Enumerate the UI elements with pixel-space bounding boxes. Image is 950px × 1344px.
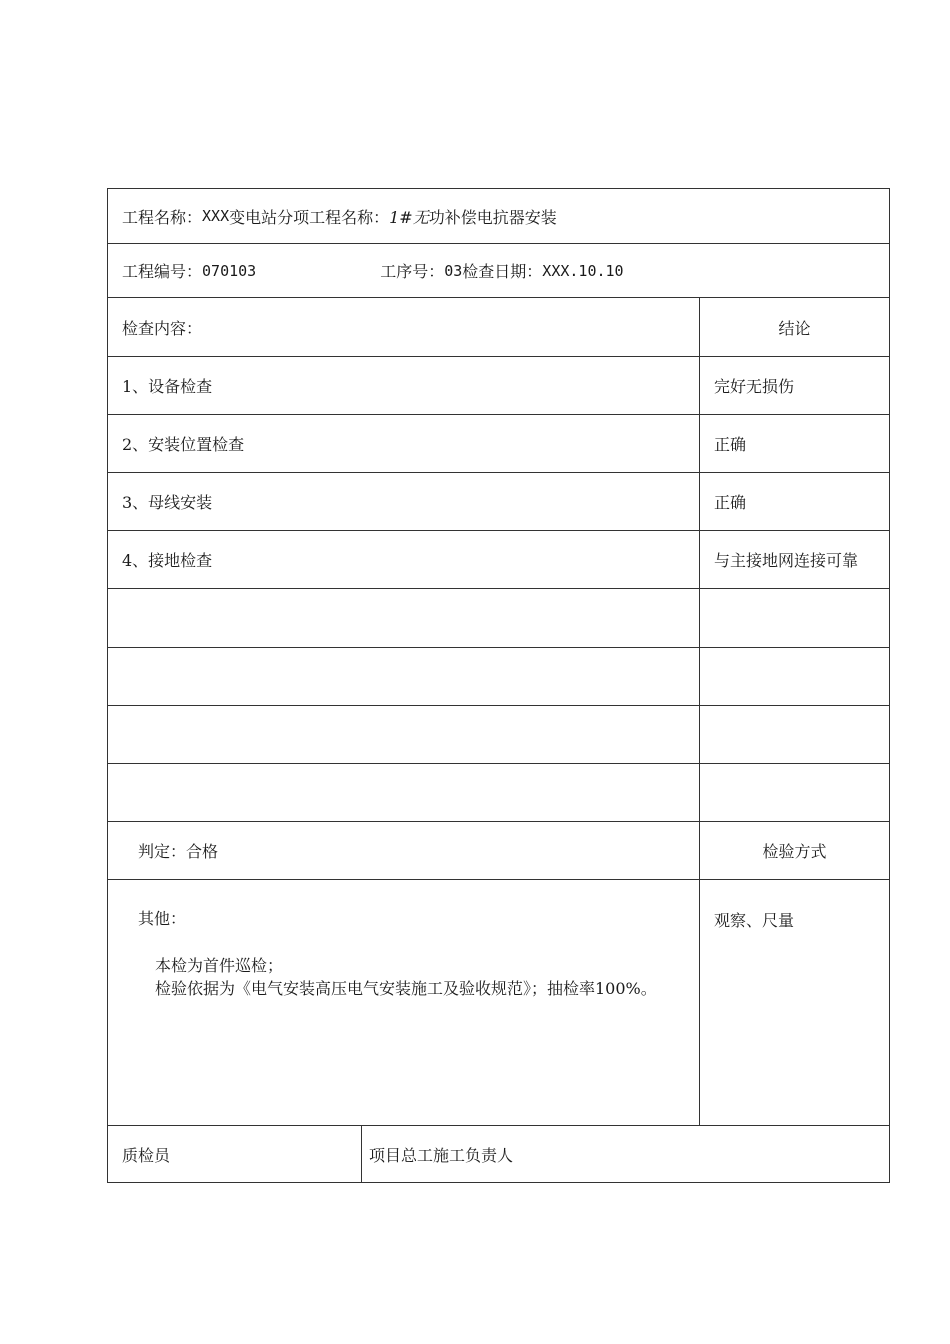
note-line: 本检为首件巡检； [155, 956, 284, 975]
check-item: 1、设备检查 [108, 357, 700, 414]
project-name-row [108, 189, 889, 244]
judgement-row [108, 822, 889, 880]
check-item: 4、接地检查 [108, 531, 700, 588]
other-row [108, 880, 889, 1126]
subitem-name: 功补偿电抗器安装 [428, 207, 557, 227]
project-name-cell [108, 189, 889, 243]
date-value: XXX.10.10 [542, 261, 624, 280]
table-row [108, 473, 889, 531]
table-row [108, 357, 889, 415]
empty-cell [108, 706, 700, 763]
empty-cell [700, 706, 889, 763]
empty-cell [108, 764, 700, 821]
method-header: 检验方式 [762, 842, 827, 861]
empty-row [108, 648, 889, 706]
inspector-label: 质检员 [108, 1126, 362, 1182]
check-result: 与主接地网连接可靠 [714, 551, 859, 570]
signature-row [108, 1126, 889, 1182]
empty-row [108, 706, 889, 764]
project-number-row [108, 244, 889, 298]
other-cell [108, 880, 700, 1125]
project-number-cell [108, 244, 889, 297]
method-value: 观察、尺量 [714, 911, 795, 930]
table-row [108, 415, 889, 473]
empty-cell [108, 589, 700, 647]
check-result: 正确 [714, 435, 747, 454]
empty-cell [700, 589, 889, 647]
content-header: 检查内容： [108, 298, 700, 356]
empty-row [108, 764, 889, 822]
result-header: 结论 [778, 318, 811, 338]
process-value: 03 [444, 261, 463, 280]
empty-row [108, 589, 889, 648]
chief-label: 项目总工施工负责人 [369, 1145, 514, 1165]
subitem-prefix: 1#无 [389, 207, 429, 227]
date-label: 检查日期： [462, 262, 543, 281]
empty-cell [700, 764, 889, 821]
judgement-label: 判定：合格 [108, 822, 700, 879]
check-result: 正确 [714, 493, 747, 512]
check-item: 3、母线安装 [108, 473, 700, 530]
table-row [108, 531, 889, 589]
empty-cell [108, 648, 700, 705]
project-name-label: 工程名称： [122, 207, 203, 227]
table-header-row [108, 298, 889, 357]
process-label: 工序号： [380, 262, 445, 281]
other-note [155, 954, 657, 1000]
inspection-form [107, 188, 890, 1183]
check-result: 完好无损伤 [714, 377, 795, 396]
note-line: 检验依据为《电气安装高压电气安装施工及验收规范》；抽检率100%。 [155, 979, 657, 998]
project-name-suffix: 变电站分项工程名称： [229, 207, 390, 227]
project-name-value: XXX [202, 207, 230, 225]
other-label: 其他： [138, 909, 187, 928]
project-no-value: 070103 [202, 261, 257, 280]
project-no-label: 工程编号： [122, 262, 203, 281]
check-item: 2、安装位置检查 [108, 415, 700, 472]
empty-cell [700, 648, 889, 705]
